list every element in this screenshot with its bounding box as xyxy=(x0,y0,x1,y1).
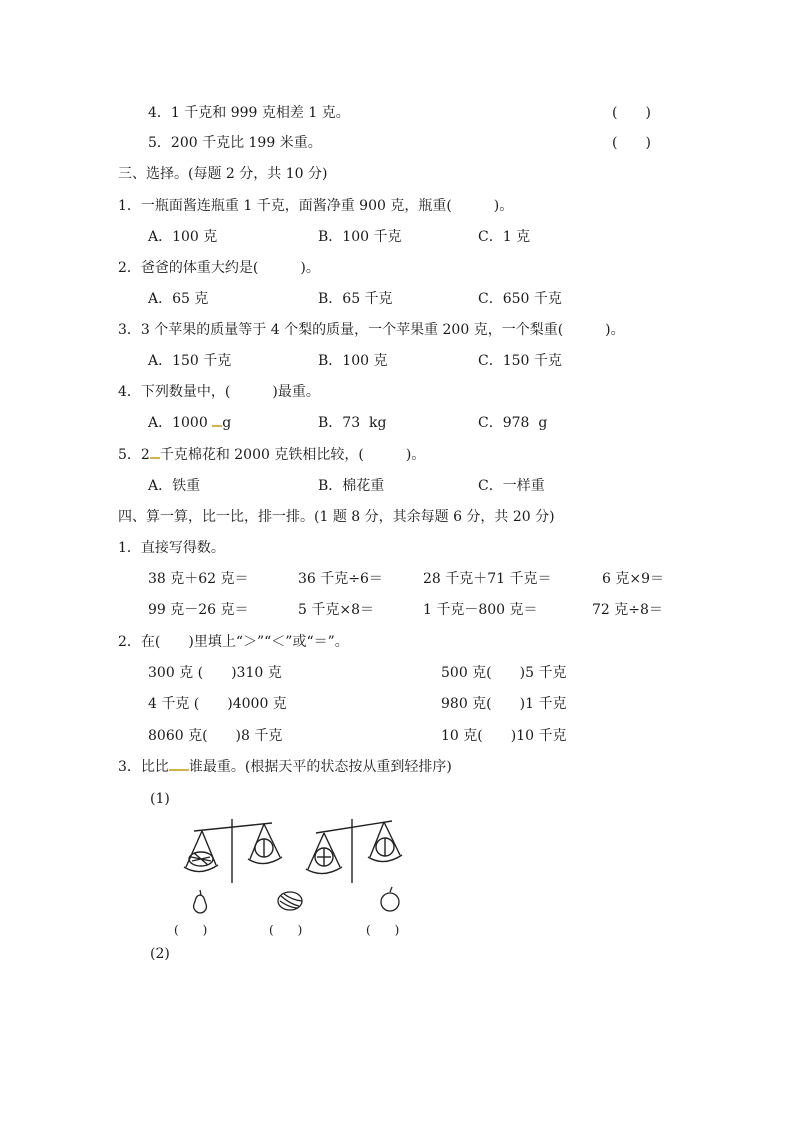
watermelon-icon xyxy=(276,890,304,912)
calc-item: 38 克＋62 克＝ xyxy=(148,571,249,587)
compare-item: 4 千克 ( )4000 克 xyxy=(148,696,287,712)
compare-item: 980 克( )1 千克 xyxy=(441,696,567,712)
s4-q3-title xyxy=(118,758,452,776)
s3-q3-option-a[interactable]: A．150 千克 xyxy=(148,353,232,369)
compare-item: 8060 克( )8 千克 xyxy=(148,728,283,744)
judge-q5: 5．200 千克比 199 米重。 xyxy=(148,135,322,151)
calc-item: 5 千克×8＝ xyxy=(298,602,374,618)
s3-q4-option-a-text: A．1000 xyxy=(148,415,213,431)
calc-item: 72 克÷8＝ xyxy=(592,602,663,618)
s3-q5-option-b[interactable]: B．棉花重 xyxy=(318,478,385,494)
balance-scales-illustration xyxy=(180,815,420,895)
part-2-label: (2) xyxy=(150,946,170,962)
s3-q5-stem-end: 千克棉花和 2000 克铁相比较，( )。 xyxy=(159,447,426,463)
s4-q3-title-start: 3．比比 xyxy=(118,759,169,775)
s3-q5-option-a[interactable]: A．铁重 xyxy=(148,478,201,494)
s4-q2-title: 2．在( )里填上“＞”“＜”或“＝”。 xyxy=(118,634,349,650)
s3-q2-option-b[interactable]: B．65 千克 xyxy=(318,291,393,307)
s3-q3-option-c[interactable]: C．150 千克 xyxy=(478,353,562,369)
s3-q5-stem-start: 5．2 xyxy=(118,447,150,463)
compare-item: 500 克( )5 千克 xyxy=(441,665,567,681)
s3-q2-stem: 2．爸爸的体重大约是( )。 xyxy=(118,260,320,276)
scale-1-beam xyxy=(194,823,272,831)
s3-q3-option-b[interactable]: B．100 克 xyxy=(318,353,388,369)
part-1-label: (1) xyxy=(150,791,170,807)
section3-title: 三、选择。(每题 2 分，共 10 分) xyxy=(118,166,328,182)
s3-q3-stem: 3．3 个苹果的质量等于 4 个梨的质量，一个苹果重 200 克，一个梨重( )。 xyxy=(118,322,625,338)
calc-item: 6 克×9＝ xyxy=(602,571,664,587)
judge-q4: 4．1 千克和 999 克相差 1 克。 xyxy=(148,105,350,121)
pear-rank-blank[interactable]: ( ) xyxy=(174,923,208,937)
highlight-mark xyxy=(212,415,222,427)
s3-q5-stem xyxy=(118,446,425,464)
apple-rank-blank[interactable]: ( ) xyxy=(366,923,400,937)
judge-q5-answer[interactable]: ( ) xyxy=(612,135,651,151)
apple-icon xyxy=(378,886,402,912)
s3-q1-option-b[interactable]: B．100 千克 xyxy=(318,229,402,245)
calc-item: 36 千克÷6＝ xyxy=(298,571,383,587)
s3-q1-option-c[interactable]: C．1 克 xyxy=(478,229,531,245)
section4-title: 四、算一算，比一比，排一排。(1 题 8 分，其余每题 6 分，共 20 分) xyxy=(118,509,555,525)
judge-q4-answer[interactable]: ( ) xyxy=(612,105,651,121)
compare-item: 300 克 ( )310 克 xyxy=(148,665,282,681)
s3-q2-option-c[interactable]: C．650 千克 xyxy=(478,291,562,307)
s3-q2-option-a[interactable]: A．65 克 xyxy=(148,291,209,307)
s3-q4-stem: 4．下列数量中，( )最重。 xyxy=(118,384,320,400)
calc-item: 99 克－26 克＝ xyxy=(148,602,249,618)
compare-item: 10 克( )10 千克 xyxy=(441,728,567,744)
s4-q1-title: 1．直接写得数。 xyxy=(118,540,225,556)
s3-q1-option-a[interactable]: A．100 克 xyxy=(148,229,218,245)
s3-q4-option-b[interactable]: B．73 kg xyxy=(318,415,387,431)
highlight-mark xyxy=(169,759,189,771)
s3-q4-option-c[interactable]: C．978 g xyxy=(478,415,548,431)
pear-icon xyxy=(190,888,210,914)
calc-item: 1 千克－800 克＝ xyxy=(423,602,538,618)
calc-item: 28 千克＋71 千克＝ xyxy=(423,571,552,587)
highlight-mark xyxy=(150,447,160,459)
s4-q3-title-end: 谁最重。(根据天平的状态按从重到轻排序) xyxy=(188,759,452,775)
s3-q4-option-a-unit: g xyxy=(222,415,232,431)
s3-q5-option-c[interactable]: C．一样重 xyxy=(478,478,545,494)
watermelon-rank-blank[interactable]: ( ) xyxy=(269,923,303,937)
s3-q4-option-a[interactable] xyxy=(148,414,231,432)
s3-q1-stem: 1．一瓶面酱连瓶重 1 千克，面酱净重 900 克，瓶重( )。 xyxy=(118,198,514,214)
